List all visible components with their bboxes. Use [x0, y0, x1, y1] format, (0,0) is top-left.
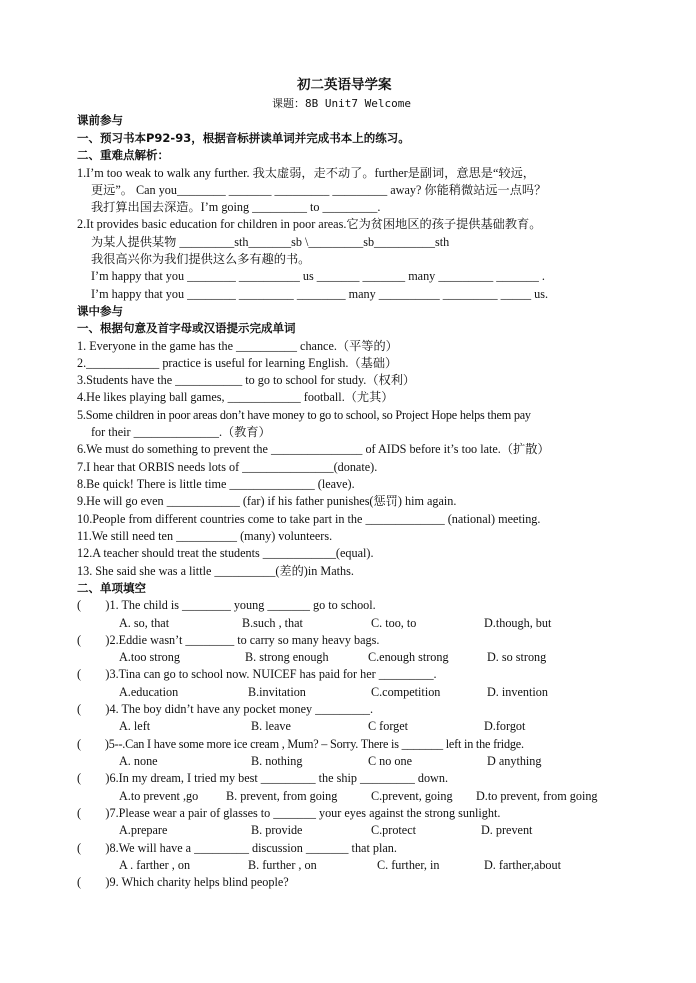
page-title: 初二英语导学案: [297, 77, 392, 93]
section-heading-in-class: 课中参与: [77, 304, 123, 318]
mc-option: A. left: [119, 719, 151, 733]
key-point-line: I’m happy that you ________ _________ ________ many __________ _________ _____ us.: [91, 287, 549, 301]
key-point-line: 更远”。 Can you________ _______ _________ _________ away? 你能稍微站远一点吗？: [91, 183, 547, 197]
fill-item: 3.Students have the ___________ to go to school for study.（权利）: [77, 373, 416, 387]
fill-item: 2.____________ practice is useful for learning English.（基础）: [77, 356, 398, 370]
fill-item: 13. She said she was a little __________(差的)in Maths.: [77, 564, 354, 578]
mc-option: D. invention: [487, 685, 548, 699]
mc-option: C.competition: [371, 685, 441, 699]
mc-question: ( )5--.Can I have some more ice cream , Mum? – Sorry. There is _______ left in the fridge.: [77, 737, 524, 751]
section-heading-fill-words: 一、根据句意及首字母或汉语提示完成单词: [77, 321, 296, 335]
mc-question: ( )7.Please wear a pair of glasses to _______ your eyes against the strong sunlight.: [77, 806, 501, 820]
mc-option: B. nothing: [251, 754, 303, 768]
fill-item: 1. Everyone in the game has the __________ chance.（平等的）: [77, 339, 398, 353]
mc-question: ( )1. The child is ________ young _______ go to school.: [77, 598, 376, 612]
mc-option: D.to prevent, from going: [476, 789, 598, 803]
mc-question: ( )4. The boy didn’t have any pocket money _________.: [77, 702, 374, 716]
fill-item: 4.He likes playing ball games, ____________ football.（尤其）: [77, 390, 394, 404]
section-heading-key-points: 二、重难点解析：: [77, 148, 169, 162]
key-point-line: 2.It provides basic education for children in poor areas.它为贫困地区的孩子提供基础教育。: [77, 217, 542, 231]
fill-item: 8.Be quick! There is little time ______________ (leave).: [77, 477, 355, 491]
mc-option: A . farther , on: [119, 858, 191, 872]
mc-option: A.prepare: [119, 823, 168, 837]
fill-item: 12.A teacher should treat the students ____________(equal).: [77, 546, 374, 560]
mc-question: ( )2.Eddie wasn’t ________ to carry so many heavy bags.: [77, 633, 380, 647]
fill-item: 5.Some children in poor areas don’t have money to go to school, so Project Hope helps them pay: [77, 408, 531, 422]
mc-option: D. prevent: [481, 823, 533, 837]
page-subtitle: 课题：8B Unit7 Welcome: [272, 97, 411, 110]
mc-option: C forget: [368, 719, 409, 733]
section-heading-pre-class: 课前参与: [77, 113, 123, 127]
fill-item: 11.We still need ten __________ (many) volunteers.: [77, 529, 333, 543]
mc-question: ( )8.We will have a _________ discussion _______ that plan.: [77, 841, 397, 855]
key-point-line: 为某人提供某物 _________sth_______sb \_________sb__________sth: [91, 235, 450, 249]
mc-option: C no one: [368, 754, 413, 768]
mc-option: D. so strong: [487, 650, 547, 664]
key-point-line: 我打算出国去深造。I’m going _________ to _________.: [91, 200, 381, 214]
mc-option: B. provide: [251, 823, 303, 837]
mc-option: D anything: [487, 754, 542, 768]
mc-option: A.too strong: [119, 650, 180, 664]
fill-item: 9.He will go even ____________ (far) if his father punishes(惩罚) him again.: [77, 494, 457, 508]
mc-option: B.such , that: [242, 616, 303, 630]
section-heading-multiple-choice: 二、单项填空: [77, 581, 146, 595]
key-point-line: I’m happy that you ________ __________ us _______ _______ many _________ _______ .: [91, 269, 545, 283]
mc-option: A.education: [119, 685, 179, 699]
fill-item: 7.I hear that ORBIS needs lots of _______________(donate).: [77, 460, 378, 474]
mc-option: A. so, that: [119, 616, 170, 630]
mc-option: C. too, to: [371, 616, 417, 630]
key-point-line: 1.I’m too weak to walk any further. 我太虚弱，走不动了。further是副词，意思是“较远，: [77, 166, 535, 180]
mc-question: ( )3.Tina can go to school now. NUICEF has paid for her _________.: [77, 667, 437, 681]
mc-question: ( )6.In my dream, I tried my best _________ the ship _________ down.: [77, 771, 448, 785]
mc-option: B. further , on: [248, 858, 317, 872]
section-heading-preview: 一、预习书本P92-93，根据音标拼读单词并完成书本上的练习。: [77, 131, 410, 145]
mc-question: ( )9. Which charity helps blind people?: [77, 875, 289, 889]
mc-option: C.enough strong: [368, 650, 449, 664]
mc-option: D. farther,about: [484, 858, 562, 872]
mc-option: B.invitation: [248, 685, 306, 699]
mc-option: B. prevent, from going: [226, 789, 338, 803]
mc-option: C.protect: [371, 823, 417, 837]
mc-option: B. strong enough: [245, 650, 329, 664]
fill-item: for their ______________.（教育）: [91, 425, 271, 439]
key-point-line: 我很高兴你为我们提供这么多有趣的书。: [91, 252, 311, 266]
fill-item: 10.People from different countries come to take part in the _____________ (national) meeting.: [77, 512, 541, 526]
mc-option: D.forgot: [484, 719, 526, 733]
mc-option: D.though, but: [484, 616, 552, 630]
mc-option: A. none: [119, 754, 158, 768]
mc-option: C.prevent, going: [371, 789, 453, 803]
mc-option: A.to prevent ,go: [119, 789, 199, 803]
mc-option: C. further, in: [377, 858, 440, 872]
mc-option: B. leave: [251, 719, 291, 733]
fill-item: 6.We must do something to prevent the _______________ of AIDS before it’s too late.（扩散）: [77, 442, 550, 456]
